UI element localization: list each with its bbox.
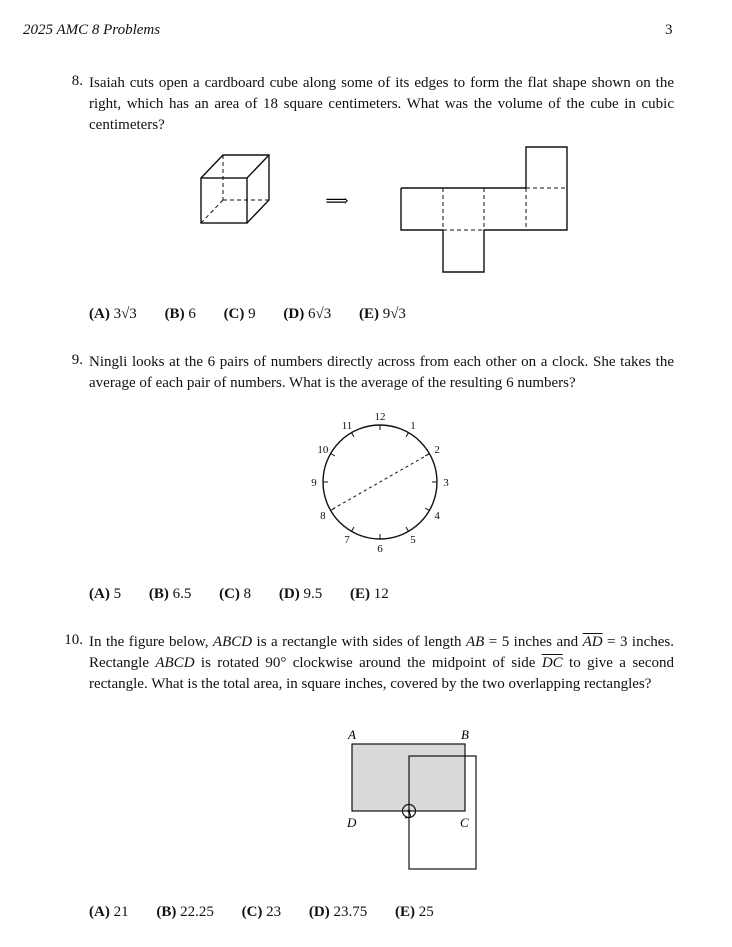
diameter-2-8 [331,454,429,510]
problem-8-number: 8. [71,73,83,89]
rectangles-figure [0,725,732,875]
clock-label-4: 4 [434,510,440,522]
choice-c[interactable]: (C) 8 [219,586,252,602]
clock-figure [0,403,732,563]
choice-d[interactable]: (D) 23.75 [308,904,368,920]
clock-tick [331,454,335,457]
clock-tick [352,527,355,531]
problem-8-figure [0,140,732,440]
label-d: D [347,815,357,830]
problem-9-choices [89,586,413,603]
clock-label-2: 2 [434,444,440,456]
label-a: A [348,727,356,742]
choice-e[interactable]: (E) 9√3 [358,306,406,322]
label-b: B [461,727,469,742]
problem-10-choices [89,904,458,921]
clock-label-12: 12 [374,411,386,423]
choice-a[interactable]: (A) 21 [89,904,129,920]
problem-8-text: Isaiah cuts open a cardboard cube along some of its edges to form the flat shape shown on the right, which has an area of 18 square centimeters. What was the volume of the cube in cubic centimeters? [89,75,674,133]
problem-9-number: 9. [71,352,83,368]
cube-drawing [201,155,269,223]
problem-10-text: In the figure below, ABCD is a rectangle with sides of length AB = 5 inches and $\overline{AD} = 3$ inches. Rectangle ABCD is rotated 90° clockwise around the midpoint of side $\overline{DC}$ to give a second rectangle. What is the total area, in square inches, covered by the two overlapping rectangles? [89,634,674,692]
label-c: C [460,815,469,830]
choice-e[interactable]: (E) 25 [394,904,434,920]
choice-d[interactable]: (D) 6√3 [283,306,332,322]
page-number: 3 [665,22,673,38]
cube-net [401,147,567,272]
choice-b[interactable]: (B) 22.25 [156,904,214,920]
choice-b[interactable]: (B) 6.5 [148,586,192,602]
clock-tick [425,508,429,511]
implies-arrow: ⟹ [325,193,349,210]
clock-label-6: 6 [377,543,383,555]
clock-label-1: 1 [410,419,416,432]
clock-label-3: 3 [443,477,449,489]
choice-b[interactable]: (B) 6 [164,306,196,322]
clock-tick [406,433,409,437]
clock-label-9: 9 [311,477,317,489]
clock-label-10: 10 [317,444,329,456]
clock-label-8: 8 [320,510,326,522]
problem-8-choices [89,306,430,323]
choice-c[interactable]: (C) 23 [241,904,282,920]
clock-label-5: 5 [410,534,416,547]
header-title: 2025 AMC 8 Problems [23,22,161,38]
problem-9-text: Ningli looks at the 6 pairs of numbers directly across from each other on a clock. She takes the average of each pair of numbers. What is the average of the resulting 6 numbers? [89,354,674,391]
choice-d[interactable]: (D) 9.5 [278,586,323,602]
choice-c[interactable]: (C) 9 [223,306,256,322]
clock-tick [352,433,355,437]
choice-a[interactable]: (A) 3√3 [89,306,137,322]
choice-a[interactable]: (A) 5 [89,586,122,602]
clock-tick [406,527,409,531]
clock-labels [311,411,449,555]
choice-e[interactable]: (E) 12 [349,586,389,602]
clock-label-7: 7 [344,534,350,547]
problem-10-number: 10. [64,632,83,648]
clock-label-11: 11 [341,419,353,432]
